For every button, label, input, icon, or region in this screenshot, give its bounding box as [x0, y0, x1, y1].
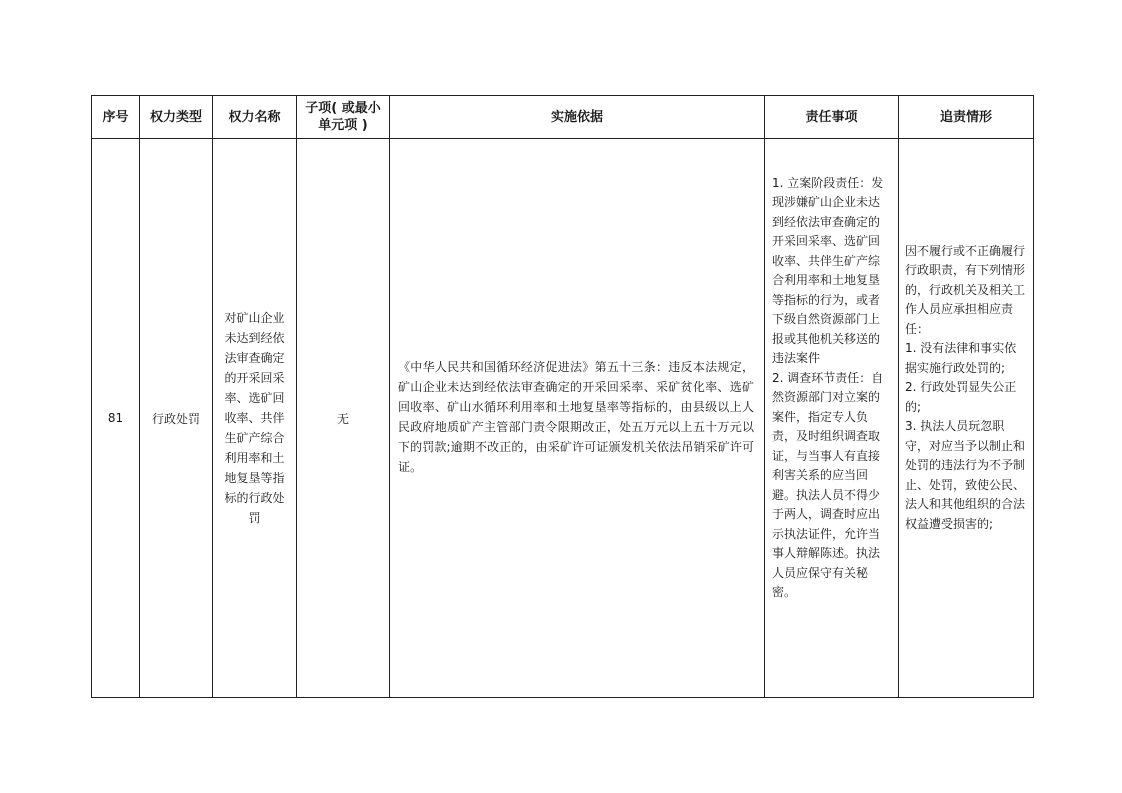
table-row	[92, 139, 1034, 698]
power-list-table	[91, 95, 1034, 698]
power-name-text: 对矿山企业未达到经依法审查确定的开采回采率、选矿回收率、共伴生矿产综合利用率和土地复垦等指标的行政处罚	[224, 311, 285, 525]
header-sub-item	[297, 96, 390, 139]
cell-responsibility	[765, 139, 899, 698]
cell-accountability	[899, 139, 1034, 698]
cell-power-name	[213, 139, 297, 698]
header-sub-item-line1: 子项( 或最小	[305, 101, 381, 116]
header-seq: 序号	[92, 96, 140, 139]
cell-sub-item: 无	[297, 139, 390, 698]
header-power-type: 权力类型	[140, 96, 213, 139]
header-responsibility: 责任事项	[765, 96, 899, 139]
header-power-name: 权力名称	[213, 96, 297, 139]
accountability-text: 因不履行或不正确履行行政职责，有下列情形的，行政机关及相关工作人员应承担相应责任： 1. 没有法律和事实依据实施行政处罚的; 2. 行政处罚显失公正的; 3. 执法人员玩忽职守，对应当予以制止和处罚的违法行为不予制止、处罚，致使公民、法人和其他组织的合法权益遭受损害的;	[905, 243, 1026, 531]
header-sub-item-line2: 单元项 )	[318, 118, 368, 133]
cell-power-type: 行政处罚	[140, 139, 213, 698]
table-header-row	[92, 96, 1034, 139]
cell-basis	[390, 139, 765, 698]
cell-seq: 81	[92, 139, 140, 698]
header-accountability: 追责情形	[899, 96, 1034, 139]
basis-text: 《中华人民共和国循环经济促进法》第五十三条：违反本法规定，矿山企业未达到经依法审查确定的开采回采率、采矿贫化率、选矿回收率、矿山水循环利用率和土地复垦率等指标的，由县级以上人民政府地质矿产主管部门责令限期改正，处五万元以上五十万元以下的罚款;逾期不改正的，由采矿许可证颁发机关依法吊销采矿许可证。	[398, 359, 754, 474]
header-basis: 实施依据	[390, 96, 765, 139]
responsibility-text: 1. 立案阶段责任：发现涉嫌矿山企业未达到经依法审查确定的开采回采率、选矿回收率、共伴生矿产综合利用率和土地复垦等指标的行为，或者下级自然资源部门上报或其他机关移送的违法案件 2. 调查环节责任：自然资源部门对立案的案件，指定专人负责，及时组织调查取证，与当事人有直接利害关系的应当回避。执法人员不得少于两人，调查时应出示执法证件，允许当事人辩解陈述。执法人员应保守有关秘密。	[772, 175, 884, 599]
